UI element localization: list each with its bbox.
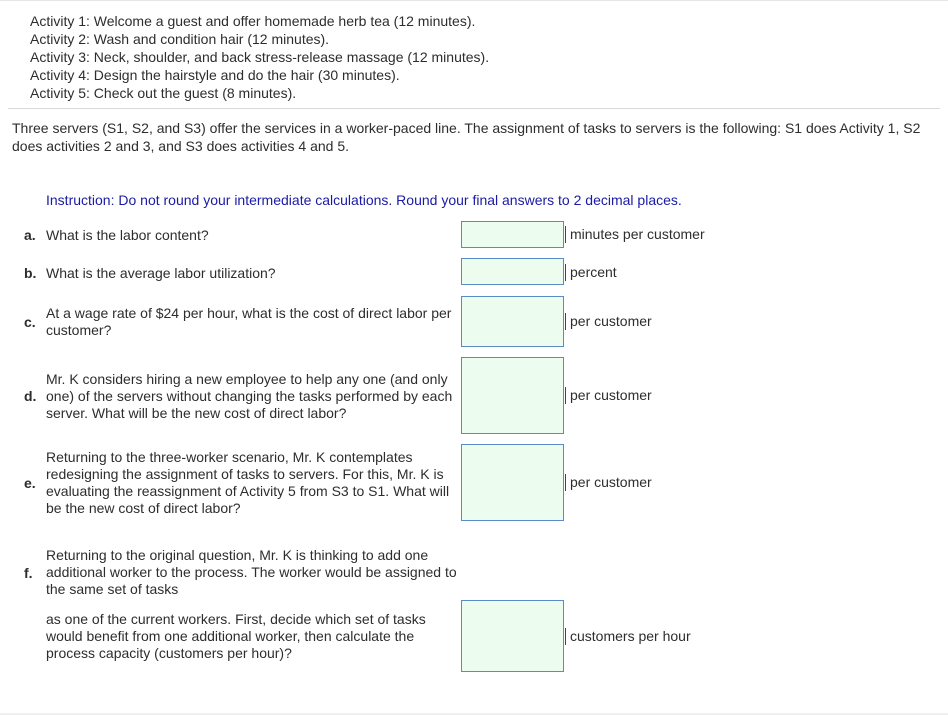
activity-item: Activity 1: Welcome a guest and offer homemade herb tea (12 minutes).: [30, 13, 476, 29]
question-letter: a.: [24, 227, 36, 243]
unit-label: per customer: [565, 313, 652, 330]
activity-item: Activity 2: Wash and condition hair (12 minutes).: [30, 31, 330, 47]
answer-c-input[interactable]: [461, 296, 564, 347]
activity-list: [30, 12, 489, 102]
activity-item: Activity 4: Design the hairstyle and do the hair (30 minutes).: [30, 67, 400, 83]
activity-item: Activity 3: Neck, shoulder, and back stress-release massage (12 minutes).: [30, 49, 490, 65]
question-letter: d.: [24, 388, 37, 404]
unit-label: per customer: [565, 474, 652, 491]
unit-label: customers per hour: [565, 628, 691, 645]
answer-b-input[interactable]: [461, 258, 564, 285]
question-letter: e.: [24, 475, 36, 491]
question-letter: c.: [24, 314, 36, 330]
rounding-instruction: Instruction: Do not round your intermediate calculations. Round your final answers to 2 decimal places.: [46, 192, 682, 208]
activity-item: Activity 5: Check out the guest (8 minutes).: [30, 85, 297, 101]
question-text: as one of the current workers. First, decide which set of tasks would benefit from one additional worker, then calculate the process capacity (customers per hour)?: [46, 611, 426, 661]
question-letter: f.: [24, 565, 33, 581]
unit-label: per customer: [565, 387, 652, 404]
question-letter: b.: [24, 265, 37, 281]
question-text: Returning to the original question, Mr. K is thinking to add one additional worker to the process. The worker would be assigned to the same set of tasks: [46, 547, 457, 597]
unit-label: percent: [565, 264, 617, 281]
question-text: What is the labor content?: [46, 227, 209, 243]
question-text: At a wage rate of $24 per hour, what is the cost of direct labor per customer?: [46, 305, 452, 338]
answer-e-input[interactable]: [461, 444, 564, 521]
unit-label: minutes per customer: [565, 226, 705, 243]
top-border: [0, 0, 948, 1]
answer-a-input[interactable]: [461, 221, 564, 248]
question-text: Mr. K considers hiring a new employee to help any one (and only one) of the servers without changing the tasks performed by each server. What will be the new cost of direct labor?: [46, 371, 453, 421]
answer-f-input[interactable]: [461, 600, 564, 672]
section-divider: [8, 108, 940, 109]
answer-d-input[interactable]: [461, 357, 564, 434]
question-text: Returning to the three-worker scenario, Mr. K contemplates redesigning the assignment of tasks to servers. For this, Mr. K is evaluating the reassignment of Activity 5 from S3 to S1. What will be the new cost of direct labor?: [46, 449, 450, 516]
question-text: What is the average labor utilization?: [46, 265, 276, 281]
problem-description: Three servers (S1, S2, and S3) offer the services in a worker-paced line. The assignment of tasks to servers is the following: S1 does Activity 1, S2 does activities 2 and 3, and S3 does activities 4 and 5.: [12, 120, 921, 154]
